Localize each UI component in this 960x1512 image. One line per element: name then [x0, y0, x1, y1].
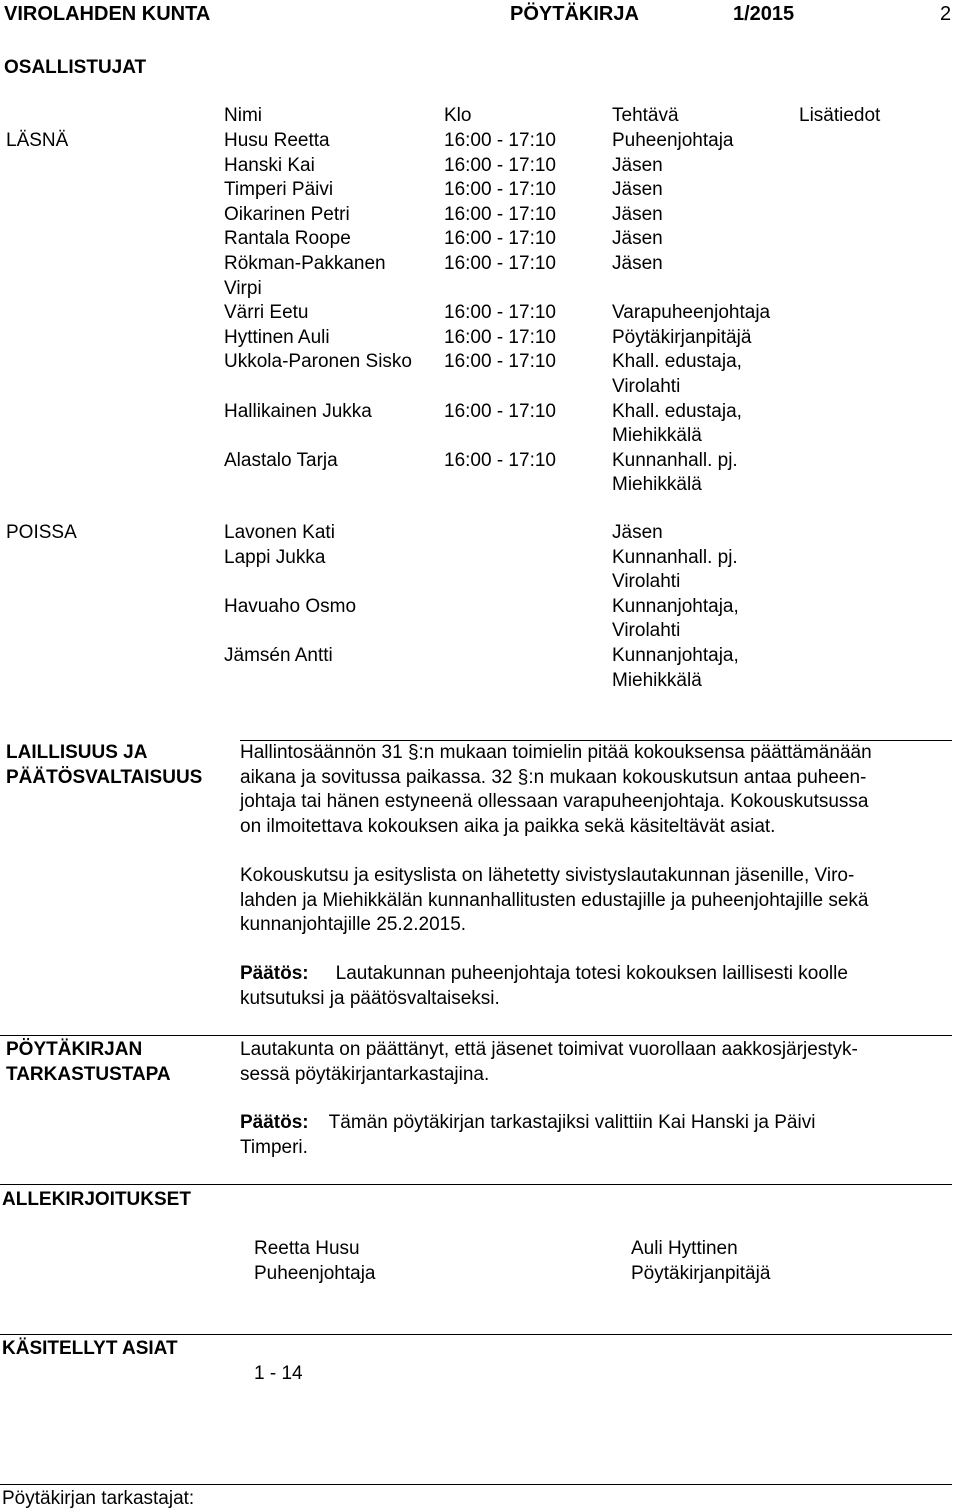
participant-role: Miehikkälä	[612, 425, 702, 447]
municipality-name: VIROLAHDEN KUNTA	[4, 3, 211, 25]
participant-role: Miehikkälä	[612, 474, 702, 496]
participant-role: Jäsen	[612, 179, 663, 201]
participant-name: Alastalo Tarja	[224, 449, 338, 471]
absent-participant-role: Kunnanjohtaja,	[612, 595, 739, 617]
absent-participant-name: Jämsén Antti	[224, 645, 333, 666]
column-header-name: Nimi	[224, 105, 262, 126]
participant-role: Kunnanhall. pj.	[612, 449, 738, 471]
signer-left-name: Reetta Husu	[254, 1238, 360, 1259]
participant-name: Oikarinen Petri	[224, 203, 350, 225]
participant-time: 16:00 - 17:10	[444, 302, 556, 324]
section-rule	[0, 1334, 952, 1335]
legality-heading-line1: LAILLISUUS JA	[6, 742, 148, 763]
document-type: PÖYTÄKIRJA	[510, 3, 639, 25]
participant-time: 16:00 - 17:10	[444, 130, 556, 151]
participant-name: Hallikainen Jukka	[224, 400, 372, 422]
participant-role: Virolahti	[612, 376, 681, 397]
participants-heading: OSALLISTUJAT	[4, 57, 147, 78]
handled-items-range: 1 - 14	[254, 1363, 303, 1384]
participant-role: Khall. edustaja,	[612, 351, 742, 373]
signer-right-title: Pöytäkirjanpitäjä	[631, 1263, 771, 1284]
participant-time: 16:00 - 17:10	[444, 351, 556, 373]
absent-participant-role: Virolahti	[612, 620, 681, 642]
participant-role: Pöytäkirjanpitäjä	[612, 326, 752, 348]
participant-time: 16:00 - 17:10	[444, 228, 556, 250]
participant-role: Puheenjohtaja	[612, 130, 734, 151]
signer-left-title: Puheenjohtaja	[254, 1263, 376, 1284]
column-header-role: Tehtävä	[612, 105, 679, 126]
participant-time: 16:00 - 17:10	[444, 326, 556, 348]
absent-participant-role: Virolahti	[612, 571, 681, 593]
document-number: 1/2015	[733, 3, 795, 25]
minutes-check-paragraph: Lautakunta on päättänyt, että jäsenet toimivat vuorollaan aakkosjärjestyk- sessä pöytäkirjantarkastajina.	[240, 1039, 858, 1085]
participant-role: Jäsen	[612, 253, 663, 274]
decision-label: Päätös:	[240, 1112, 309, 1133]
participant-name: Rökman-Pakkanen	[224, 253, 386, 274]
participant-name: Virpi	[224, 277, 262, 299]
legality-paragraph-2: Kokouskutsu ja esityslista on lähetetty sivistyslautakunnan jäsenille, Viro- lahden ja Miehikkälän kunnanhallitusten edustajille ja puheenjohtajille sekä kunnanjohtajille 25.2.2015.	[240, 865, 869, 936]
participant-role: Jäsen	[612, 228, 663, 250]
participant-time: 16:00 - 17:10	[444, 400, 556, 422]
participant-time: 16:00 - 17:10	[444, 154, 556, 176]
section-rule	[0, 1035, 952, 1036]
footer-rule	[0, 1484, 952, 1485]
participant-time: 16:00 - 17:10	[444, 253, 556, 274]
participant-name: Värri Eetu	[224, 302, 309, 324]
participant-role: Jäsen	[612, 154, 663, 176]
legality-paragraph-1: Hallintosäännön 31 §:n mukaan toimielin pitää kokouksensa päättämänään aikana ja sovitussa paikassa. 32 §:n mukaan kokouskutsun antaa puheen- johtaja tai hänen estyneenä ollessaan varapuheenjohtaja. Kokouskutsussa on ilmoitettava kokouksen aika ja paikka sekä käsiteltävät asiat.	[240, 742, 872, 837]
participant-time: 16:00 - 17:10	[444, 179, 556, 201]
absent-label: POISSA	[6, 522, 77, 543]
participant-name: Husu Reetta	[224, 130, 330, 151]
participant-role: Khall. edustaja,	[612, 400, 742, 422]
minutes-check-heading-line1: PÖYTÄKIRJAN	[6, 1039, 143, 1060]
minutes-check-heading-line2: TARKASTUSTAPA	[6, 1064, 171, 1085]
participant-time: 16:00 - 17:10	[444, 203, 556, 225]
participant-time: 16:00 - 17:10	[444, 449, 556, 471]
participant-name: Rantala Roope	[224, 228, 351, 250]
absent-participant-role: Kunnanjohtaja,	[612, 645, 739, 666]
absent-participant-role: Jäsen	[612, 522, 663, 543]
handled-items-heading: KÄSITELLYT ASIAT	[2, 1338, 178, 1359]
minutes-check-decision: Päätös: Tämän pöytäkirjan tarkastajiksi valittiin Kai Hanski ja Päivi Timperi.	[240, 1112, 816, 1158]
participant-role: Varapuheenjohtaja	[612, 302, 771, 324]
absent-participant-name: Lappi Jukka	[224, 546, 326, 568]
absent-participant-role: Miehikkälä	[612, 669, 702, 691]
participant-name: Hyttinen Auli	[224, 326, 330, 348]
participant-role: Jäsen	[612, 203, 663, 225]
page-number: 2	[940, 3, 952, 25]
participant-name: Ukkola-Paronen Sisko	[224, 351, 412, 373]
legality-decision: Päätös: Lautakunnan puheenjohtaja totesi kokouksen laillisesti koolle kutsutuksi ja päätösvaltaiseksi.	[240, 963, 848, 1009]
footer-inspectors-label: Pöytäkirjan tarkastajat:	[2, 1488, 195, 1509]
column-header-notes: Lisätiedot	[799, 105, 881, 126]
signatures-heading: ALLEKIRJOITUKSET	[2, 1189, 191, 1210]
decision-label: Päätös:	[240, 963, 309, 984]
section-rule	[0, 1184, 952, 1185]
participant-name: Timperi Päivi	[224, 179, 334, 201]
participant-name: Hanski Kai	[224, 154, 315, 176]
absent-participant-name: Lavonen Kati	[224, 522, 335, 543]
column-header-time: Klo	[444, 105, 472, 126]
absent-participant-role: Kunnanhall. pj.	[612, 546, 738, 568]
legality-heading-line2: PÄÄTÖSVALTAISUUS	[6, 767, 203, 788]
absent-participant-name: Havuaho Osmo	[224, 595, 357, 617]
present-label: LÄSNÄ	[6, 130, 69, 151]
signer-right-name: Auli Hyttinen	[631, 1238, 738, 1259]
